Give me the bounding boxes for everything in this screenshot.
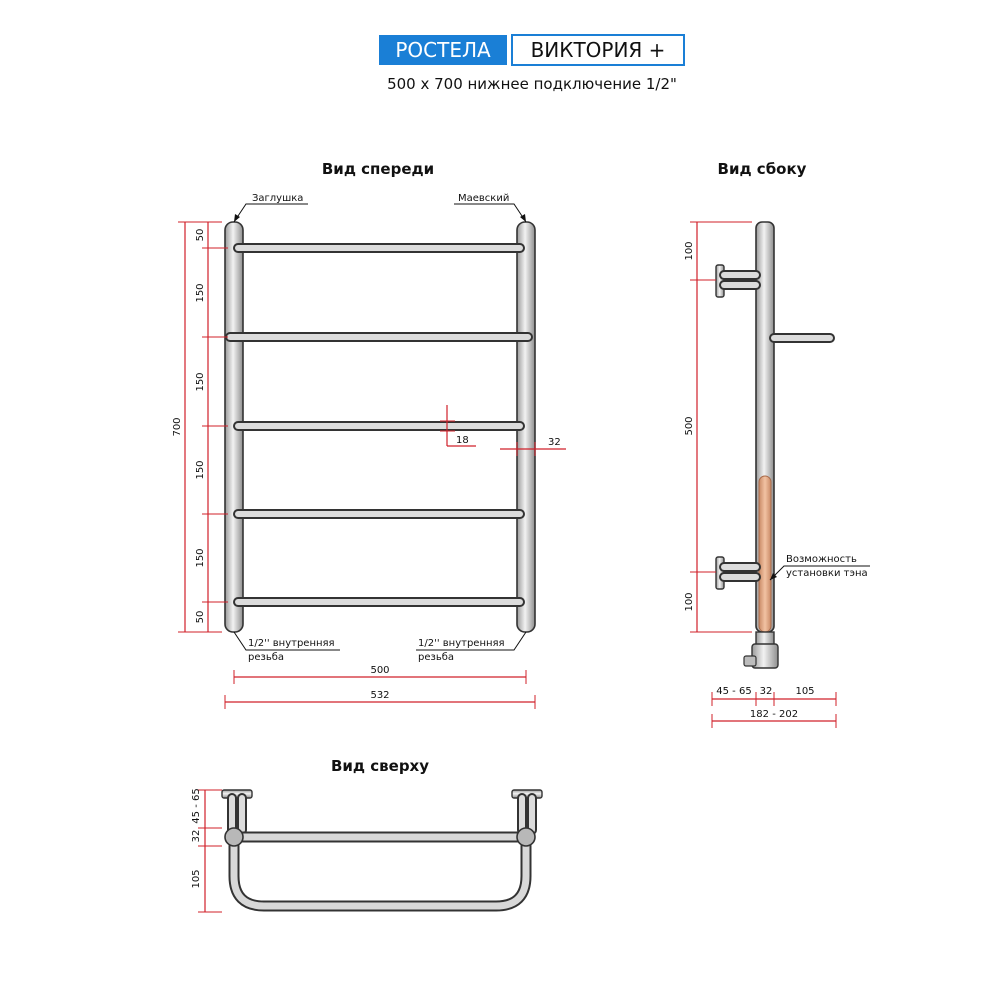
front-rails: [230, 248, 528, 602]
dim-seg6: 50: [195, 610, 206, 624]
dim-side-bottom: 100: [684, 592, 695, 612]
dim-32: 32: [548, 437, 561, 448]
heater-note-line2: установки тэна: [786, 568, 868, 579]
dim-top-wallgap: 45 - 65: [191, 788, 202, 824]
dim-seg1: 50: [195, 228, 206, 242]
top-view: [191, 757, 542, 912]
dim-side-middle: 500: [684, 416, 695, 436]
thread-right-line1: 1/2'' внутренняя: [418, 638, 505, 649]
plug-label: Заглушка: [252, 193, 304, 204]
side-view: [684, 160, 870, 728]
front-view: [172, 160, 566, 709]
side-bracket-top: [716, 265, 756, 297]
dim-side-wallgap: 45 - 65: [716, 686, 752, 697]
top-bracket-left: [222, 790, 252, 830]
model-name: ВИКТОРИЯ +: [530, 38, 666, 62]
dim-side-pipe: 32: [759, 686, 773, 697]
dim-seg3: 150: [195, 372, 206, 392]
dim-top-pipe: 32: [191, 829, 202, 843]
heater-plug: [744, 656, 756, 666]
dim-500: 500: [370, 665, 390, 676]
top-pipe-left: [225, 828, 243, 846]
dim-top-shelf: 105: [191, 869, 202, 889]
side-bracket-bottom: [716, 557, 756, 589]
dim-seg4: 150: [195, 460, 206, 480]
dim-side-shelf: 105: [795, 686, 815, 697]
mayevsky-label: Маевский: [458, 193, 510, 204]
top-depth-dimensions: [191, 788, 222, 912]
brand-name: РОСТЕЛА: [395, 38, 491, 62]
header: [379, 35, 684, 93]
top-pipe-right: [517, 828, 535, 846]
heater-element: [759, 476, 771, 632]
thread-left-line1: 1/2'' внутренняя: [248, 638, 335, 649]
plug-leader: [234, 204, 308, 222]
dim-532: 532: [370, 690, 390, 701]
dim-seg2: 150: [195, 283, 206, 303]
thread-left-line2: резьба: [248, 652, 285, 663]
dim-seg5: 150: [195, 548, 206, 568]
dim-side-total: 182 - 202: [749, 709, 799, 720]
front-view-title: Вид спереди: [321, 160, 435, 178]
product-subtitle: 500 х 700 нижнее подключение 1/2": [387, 75, 677, 93]
dim-18: 18: [456, 435, 469, 446]
dim-700: 700: [172, 417, 183, 437]
front-segment-dimensions: [195, 222, 228, 632]
top-bracket-right: [512, 790, 542, 830]
dim-side-top: 100: [684, 241, 695, 261]
top-u-shelf: [234, 846, 526, 906]
top-view-title: Вид сверху: [330, 757, 430, 775]
side-view-title: Вид сбоку: [717, 160, 807, 178]
thread-right-line2: резьба: [418, 652, 455, 663]
front-width-dimensions: [225, 665, 535, 709]
mayevsky-leader: [454, 204, 526, 222]
heater-note-line1: Возможность: [786, 554, 857, 565]
side-depth-dimensions: [712, 686, 836, 728]
